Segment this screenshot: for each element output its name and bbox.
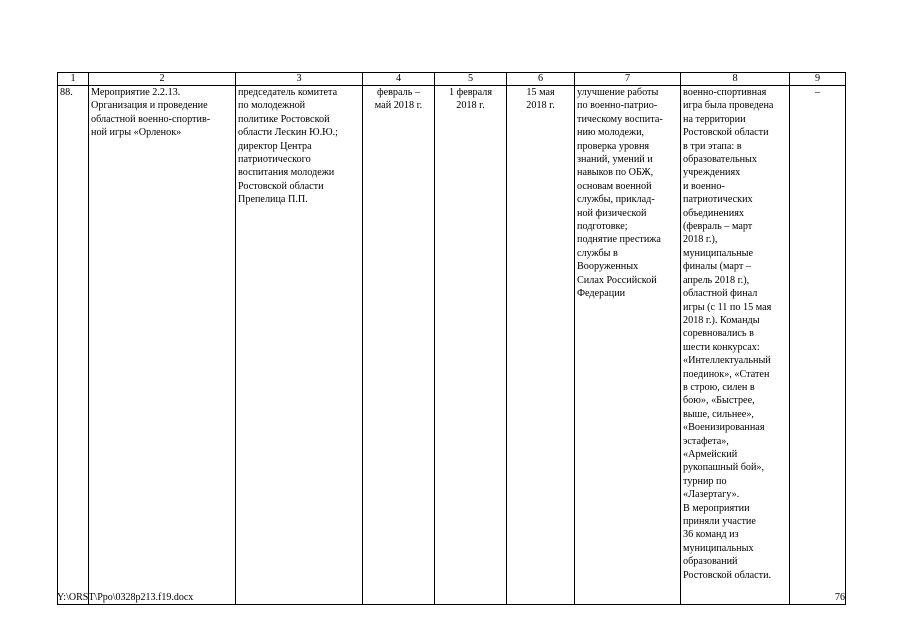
row-number-cell: 88.	[58, 86, 89, 605]
responsible-cell: председатель комитета по молодежной политике Ростовской области Лескин Ю.Ю.; директор Центра патриотического воспитания молодежи Ростовской области Препелица П.П.	[236, 86, 363, 605]
expected-result-cell: улучшение работы по военно-патрио- тическому воспита- нию молодежи, проверка уровня знаний, умений и навыков по ОБЖ, основам военной службы, приклад- ной физической подготовке; поднятие престижа службы в Вооруженных Силах Российской Федерации	[575, 86, 681, 605]
header-cell-2: 2	[89, 73, 236, 86]
end-date-cell: 15 мая 2018 г.	[507, 86, 575, 605]
start-date-cell: 1 февраля 2018 г.	[435, 86, 507, 605]
header-cell-5: 5	[435, 73, 507, 86]
table-header	[58, 73, 846, 86]
page-number: 76	[835, 592, 845, 603]
header-cell-4: 4	[363, 73, 435, 86]
actual-result-cell: военно-спортивная игра была проведена на территории Ростовской области в три этапа: в образовательных учреждениях и военно- патриотических объединениях (февраль – март 2018 г.), муниципальные финалы (март – апрель 2018 г.), областной финал игры (с 11 по 15 мая 2018 г.). Команды соревновались в шести конкурсах: «Интеллектуальный поединок», «Статен в строю, силен в бою», «Быстрее, выше, сильнее», «Военизированная эстафета», «Армейский рукопашный бой», турнир по «Лазертагу». В мероприятии приняли участие 36 команд из муниципальных образований Ростовской области.	[681, 86, 790, 605]
header-cell-8: 8	[681, 73, 790, 86]
header-cell-1: 1	[58, 73, 89, 86]
header-cell-6: 6	[507, 73, 575, 86]
event-name-cell: Мероприятие 2.2.13. Организация и проведение областной военно-спортив- ной игры «Орленок»	[89, 86, 236, 605]
header-cell-7: 7	[575, 73, 681, 86]
header-row	[58, 73, 846, 86]
period-cell: февраль – май 2018 г.	[363, 86, 435, 605]
header-cell-3: 3	[236, 73, 363, 86]
footer-file-path: Y:\ORST\Ppo\0328p213.f19.docx	[57, 592, 194, 603]
table-row	[58, 86, 846, 605]
note-cell: –	[790, 86, 846, 605]
report-table	[57, 72, 846, 605]
header-cell-9: 9	[790, 73, 846, 86]
